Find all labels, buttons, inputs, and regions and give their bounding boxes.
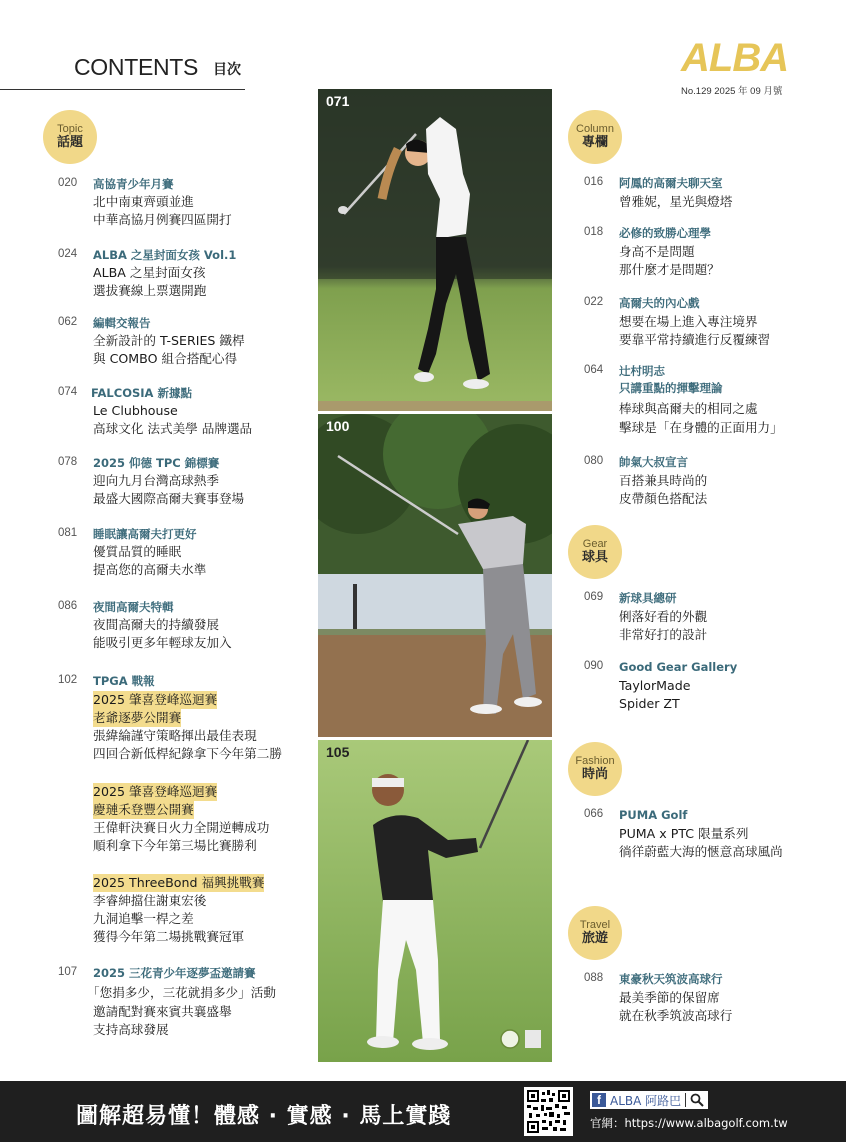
entry-line: ALBA 之星封面女孩 [93,265,206,280]
badge-en: Column [576,123,614,136]
entry-heading: 睡眠讓高爾夫打更好 [93,527,197,541]
badge-zh: 球具 [581,549,608,565]
entry-line: 想要在場上進入專注境界 [619,314,758,329]
photo-page-number: 071 [326,93,350,109]
entry-heading: 必修的致勝心理學 [619,226,711,240]
photo-golfer-3 [318,740,552,1062]
badge-zh: 時尚 [581,766,608,782]
page-number: 024 [58,248,78,260]
entry-line: 優質品質的睡眠 [93,544,182,559]
badge-en: Topic [57,123,83,136]
entry-heading: 新球具總研 [619,591,677,605]
page-number: 064 [584,364,604,376]
section-badge-column [568,110,622,164]
entry-line: 能吸引更多年輕球友加入 [93,635,232,650]
page-number: 078 [58,456,78,468]
entry-line: 九洞追擊一桿之差 [93,911,194,926]
page-number: 020 [58,177,78,189]
section-badge-fashion [568,742,622,796]
entry-heading: 2025 仰德 TPC 錦標賽 [93,456,220,470]
badge-en: Gear [582,538,608,551]
page-subtitle: 目次 [213,62,241,78]
entry-heading: 阿鳳的高爾夫聊天室 [619,176,723,190]
page-number: 107 [58,966,78,978]
badge-zh: 專欄 [581,134,608,150]
highlight-line: 2025 ThreeBond 福興挑戰賽 [93,875,265,890]
entry-line: 張緯綸謹守策略揮出最佳表現 [93,728,257,743]
facebook-link[interactable] [590,1091,708,1109]
entry-line: 棒球與高爾夫的相同之處 [619,401,758,416]
badge-en: Fashion [575,755,615,768]
entry-line: 夜間高爾夫的持續發展 [93,617,219,632]
entry-line: TaylorMade [619,678,691,693]
entry-line: PUMA x PTC 限量系列 [619,826,749,841]
search-icon [690,1093,704,1107]
page-number: 062 [58,316,78,328]
entry-heading: 高爾夫的內心戲 [619,296,700,310]
entry-heading: 帥氣大叔宣言 [619,455,688,469]
entry-line: 李睿紳擋住謝東宏後 [93,893,207,908]
entry-line: 邀請配對賽來賓共襄盛舉 [93,1004,232,1019]
entry-heading: 2025 三花青少年逐夢盃邀請賽 [93,966,256,980]
badge-en: Travel [579,919,611,932]
highlight-line: 2025 肇喜登峰巡迴賽 [93,692,218,707]
section-badge-gear [568,525,622,579]
entry-line: Spider ZT [619,696,680,711]
divider [685,1093,686,1107]
footer-bar [0,1081,846,1142]
entry-heading: ALBA 之星封面女孩 Vol.1 [93,248,237,262]
page-number: 080 [584,455,604,467]
highlight-line: 老爺逐夢公開賽 [93,710,182,725]
entry-heading: 編輯交報告 [93,316,151,330]
photo-illustration-3 [318,740,552,1062]
page-number: 086 [58,600,78,612]
page-number: 066 [584,808,604,820]
highlight-line: 慶璉禾登豐公開賽 [93,802,194,817]
page-number: 022 [584,296,604,308]
page-number: 088 [584,972,604,984]
footer-slogan: 圖解超易懂！體感 · 實感 · 馬上實踐 [76,1104,452,1129]
entry-line: 身高不是問題 [619,244,695,259]
entry-line: 百搭兼具時尚的 [619,473,708,488]
alba-logo: ALBA [681,36,789,80]
entry-line: 四回合新低桿紀錄拿下今年第二勝 [93,746,282,761]
entry-line: 獲得今年第二場挑戰賽冠軍 [93,929,245,944]
entry-heading: 東豪秋天筑波高球行 [619,972,723,986]
entry-line: 提高您的高爾夫水準 [93,562,207,577]
entry-line: 皮帶顏色搭配法 [619,491,708,506]
page-number: 090 [584,660,604,672]
entry-heading: 辻村明志 [619,364,665,378]
entry-heading: TPGA 戰報 [93,674,155,688]
website-link[interactable]: 官網：https://www.albagolf.com.tw [590,1116,788,1130]
entry-line: 王偉軒決賽日火力全開逆轉成功 [93,820,270,835]
issue-label: No.129 2025 年 09 月號 [681,86,783,97]
page-number: 081 [58,527,78,539]
entry-line: 「您捐多少，三花就捐多少」活動 [87,985,276,1000]
entry-line: 北中南東齊頭並進 [93,194,194,209]
entry-line: 就在秋季筑波高球行 [619,1008,733,1023]
badge-zh: 話題 [56,134,83,150]
photo-golfer-1 [318,89,552,411]
entry-line: 最美季節的保留席 [619,990,720,1005]
entry-line: Le Clubhouse [93,403,178,418]
badge-zh: 旅遊 [581,930,608,946]
entry-heading: Good Gear Gallery [619,660,738,674]
entry-line: 那什麼才是問題？ [619,262,720,277]
entry-line: 俐落好看的外觀 [619,609,708,624]
entry-line: 徜徉蔚藍大海的愜意高球風尚 [619,844,783,859]
title-rule [0,89,245,90]
photo-page-number: 105 [326,744,350,760]
page-number: 102 [58,674,78,686]
entry-line: 支持高球發展 [93,1022,169,1037]
photo-page-number: 100 [326,418,350,434]
facebook-label: ALBA 阿路巴 [610,1093,682,1108]
qr-pattern [527,1090,570,1133]
entry-line: 與 COMBO 組合搭配心得 [93,351,238,366]
entry-line: 順利拿下今年第三場比賽勝利 [93,838,257,853]
page-number: 074 [58,386,78,398]
entry-line: 擊球是「在身體的正面用力」 [619,420,783,435]
photo-illustration-2 [318,414,552,737]
entry-line: 最盛大國際高爾夫賽事登場 [93,491,245,506]
entry-line: 全新設計的 T-SERIES 鐵桿 [93,333,245,348]
page-title: CONTENTS [74,54,199,80]
page-number: 016 [584,176,604,188]
photo-golfer-2 [318,414,552,737]
entry-heading: FALCOSIA 新據點 [91,386,192,400]
entry-line: 要靠平常持續進行反覆練習 [619,332,771,347]
entry-heading: PUMA Golf [619,808,688,822]
page-number: 069 [584,591,604,603]
section-badge-travel [568,906,622,960]
toc-entry-tpga[interactable] [58,673,318,963]
entry-heading: 高協青少年月賽 [93,177,174,191]
entry-line: 非常好打的設計 [619,627,708,642]
photo-illustration-1 [318,89,552,411]
qr-code-icon[interactable] [524,1087,573,1136]
entry-line: 迎向九月台灣高球熱季 [93,473,219,488]
section-badge-topic [43,110,97,164]
entry-line: 高球文化 法式美學 品牌選品 [93,421,253,436]
entry-line: 中華高協月例賽四區開打 [93,212,232,227]
highlight-line: 2025 肇喜登峰巡迴賽 [93,784,218,799]
facebook-icon: f [592,1093,606,1107]
entry-heading: 夜間高爾夫特輯 [93,600,174,614]
entry-line: 選拔賽線上票選開跑 [93,283,207,298]
entry-line: 曾雅妮，星光與燈塔 [619,194,733,209]
entry-heading: 只講重點的揮擊理論 [619,381,723,395]
page-number: 018 [584,226,604,238]
